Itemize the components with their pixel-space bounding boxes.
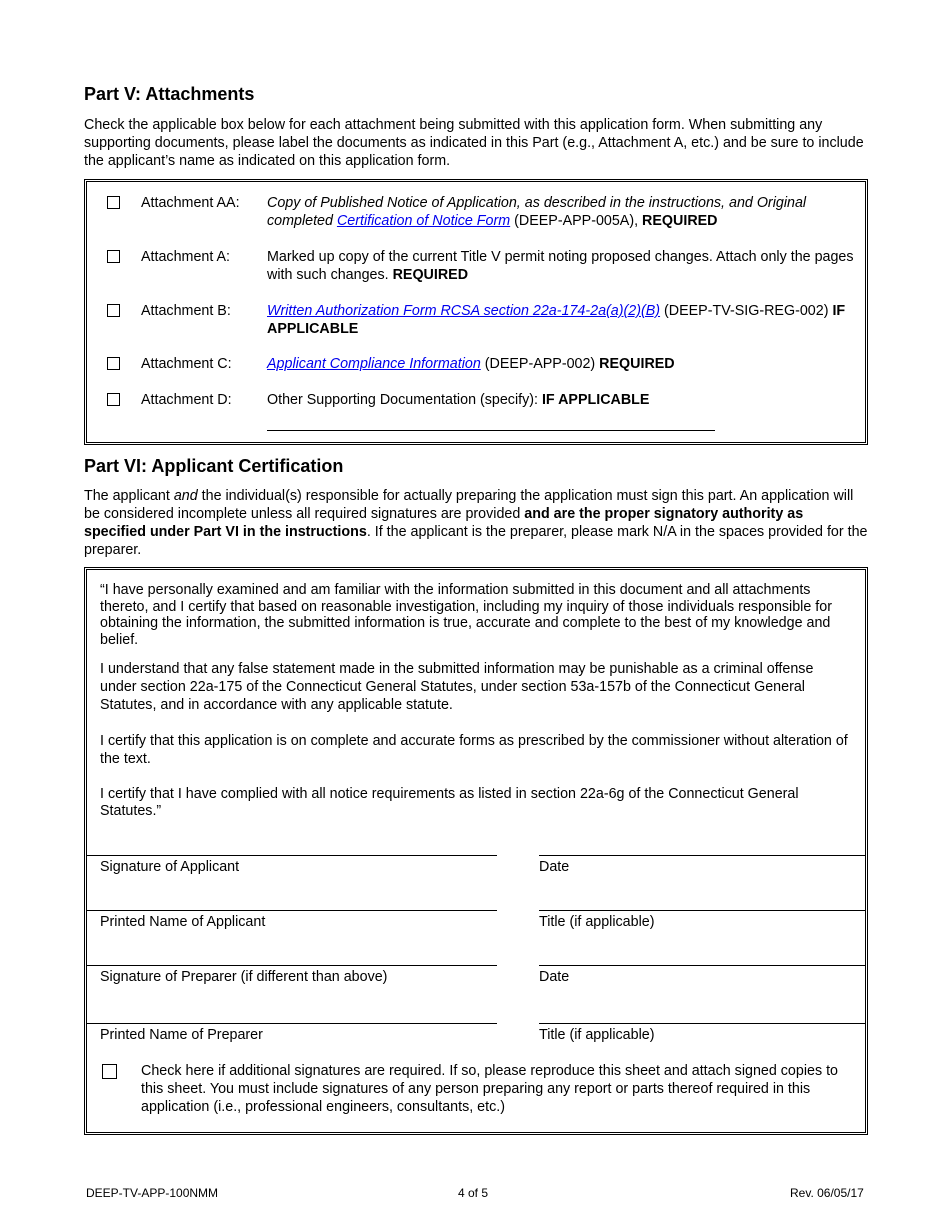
attachment-b-label: Attachment B: bbox=[141, 303, 231, 319]
part6-intro-text-1: The applicant bbox=[84, 488, 174, 504]
applicant-title-label: Title (if applicable) bbox=[539, 914, 655, 930]
applicant-date-label: Date bbox=[539, 859, 570, 875]
attachment-a-description bbox=[267, 248, 861, 284]
attachment-d-requirement: IF APPLICABLE bbox=[541, 392, 650, 408]
additional-signatures-checkbox[interactable] bbox=[102, 1064, 117, 1079]
part6-heading: Part VI: Applicant Certification bbox=[84, 456, 344, 476]
attachment-aa-text: Copy of Published Notice of Application, as described in the instructions, and Original completed bbox=[267, 195, 807, 229]
attachment-b-requirement: IF APPLICABLE bbox=[267, 303, 846, 337]
attachment-c-checkbox[interactable] bbox=[107, 357, 120, 370]
part5-intro: Check the applicable box below for each attachment being submitted with this application form. When submitting any supporting documents, please label the documents as indicated in this Part (e.g., Attachment A, etc.) and be sure to include the applicant’s name as indicated on this application form. bbox=[84, 117, 864, 169]
part5-heading: Part V: Attachments bbox=[84, 84, 255, 104]
cert-paragraph-2: I understand that any false statement made in the submitted information may be punishable as a criminal offense under section 22a-175 of the Connecticut General Statutes, under section 53a-157b of the Connecticut General Statutes, and in accordance with any applicable statute. bbox=[100, 661, 814, 713]
attachment-c-label: Attachment C: bbox=[141, 356, 232, 372]
attachment-aa-description bbox=[267, 194, 861, 230]
cert-paragraph-4: I certify that I have complied with all notice requirements as listed in section 22a-6g of the Connecticut General Statutes.” bbox=[100, 786, 799, 819]
printed-name-of-preparer-label: Printed Name of Preparer bbox=[100, 1027, 263, 1043]
footer-page-number: 4 of 5 bbox=[458, 1186, 489, 1200]
part6-intro-italic: and bbox=[173, 488, 198, 504]
attachment-d-description bbox=[267, 391, 861, 409]
attachments-box bbox=[84, 179, 868, 445]
attachment-c-requirement: REQUIRED bbox=[599, 356, 675, 372]
printed-name-of-applicant-label: Printed Name of Applicant bbox=[100, 914, 266, 930]
attachment-aa-checkbox[interactable] bbox=[107, 196, 120, 209]
applicant-signature-line[interactable] bbox=[87, 855, 497, 856]
applicant-title-line[interactable] bbox=[539, 910, 865, 911]
part6-intro-text-2: the individual(s) responsible for actually preparing the application must sign this part. An application will be considered incomplete unless all required signatures are provided bbox=[84, 488, 854, 522]
attachment-b-form-id: (DEEP-TV-SIG-REG-002) bbox=[660, 303, 833, 319]
preparer-signature-line[interactable] bbox=[87, 965, 497, 966]
signature-of-applicant-label: Signature of Applicant bbox=[100, 859, 240, 875]
applicant-date-line[interactable] bbox=[539, 855, 865, 856]
attachment-aa-label: Attachment AA: bbox=[141, 195, 240, 211]
attachment-d-checkbox[interactable] bbox=[107, 393, 120, 406]
attachment-b-checkbox[interactable] bbox=[107, 304, 120, 317]
attachment-a-label: Attachment A: bbox=[141, 249, 231, 265]
attachment-d-text: Other Supporting Documentation (specify): bbox=[267, 392, 542, 408]
attachment-a-text: Marked up copy of the current Title V permit noting proposed changes. Attach only the pages with such changes. bbox=[267, 249, 854, 283]
attachment-c-description bbox=[267, 355, 861, 373]
additional-signatures-text: Check here if additional signatures are required. If so, please reproduce this sheet and attach signed copies to this sheet. You must include signatures of any person preparing any report or parts thereof required in this application (i.e., professional engineers, consultants, etc.) bbox=[141, 1063, 839, 1115]
attachment-a-checkbox[interactable] bbox=[107, 250, 120, 263]
cert-paragraph-3: I certify that this application is on complete and accurate forms as prescribed by the commissioner without alteration of the text. bbox=[100, 733, 848, 767]
attachment-a-requirement: REQUIRED bbox=[392, 267, 469, 283]
preparer-title-label: Title (if applicable) bbox=[539, 1027, 655, 1043]
footer-revision: Rev. 06/05/17 bbox=[790, 1186, 864, 1200]
attachment-c-form-id: (DEEP-APP-002) bbox=[480, 356, 600, 372]
written-authorization-form-link[interactable]: Written Authorization Form RCSA section 22a-174-2a(a)(2)(B) bbox=[267, 303, 661, 319]
preparer-date-line[interactable] bbox=[539, 965, 865, 966]
footer-form-id: DEEP-TV-APP-100NMM bbox=[86, 1186, 219, 1200]
preparer-title-line[interactable] bbox=[539, 1023, 865, 1024]
attachment-aa-requirement: REQUIRED bbox=[642, 213, 718, 229]
cert-paragraph-1: “I have personally examined and am familiar with the information submitted in this document and all attachments thereto, and I certify that based on reasonable investigation, including my inquiry of those individuals responsible for obtaining the information, the submitted information is true, accurate and complete to the best of my knowledge and belief. bbox=[100, 582, 832, 648]
attachment-aa-form-id: (DEEP-APP-005A), bbox=[510, 213, 643, 229]
part6-intro bbox=[84, 487, 868, 559]
preparer-printed-name-line[interactable] bbox=[87, 1023, 497, 1024]
part6-intro-bold: and are the proper signatory authority as specified under Part VI in the instructions bbox=[84, 506, 804, 540]
preparer-date-label: Date bbox=[539, 969, 570, 985]
signature-of-preparer-label: Signature of Preparer (if different than above) bbox=[100, 969, 388, 985]
certification-of-notice-form-link[interactable]: Certification of Notice Form bbox=[336, 213, 511, 229]
attachment-d-label: Attachment D: bbox=[141, 392, 232, 408]
specify-entry-line[interactable] bbox=[267, 430, 715, 431]
attachment-b-description bbox=[267, 302, 861, 338]
applicant-printed-name-line[interactable] bbox=[87, 910, 497, 911]
part6-intro-text-3: . If the applicant is the preparer, please mark N/A in the spaces provided for the preparer. bbox=[84, 524, 868, 558]
certification-box bbox=[84, 567, 868, 1135]
applicant-compliance-information-link[interactable]: Applicant Compliance Information bbox=[267, 356, 481, 372]
